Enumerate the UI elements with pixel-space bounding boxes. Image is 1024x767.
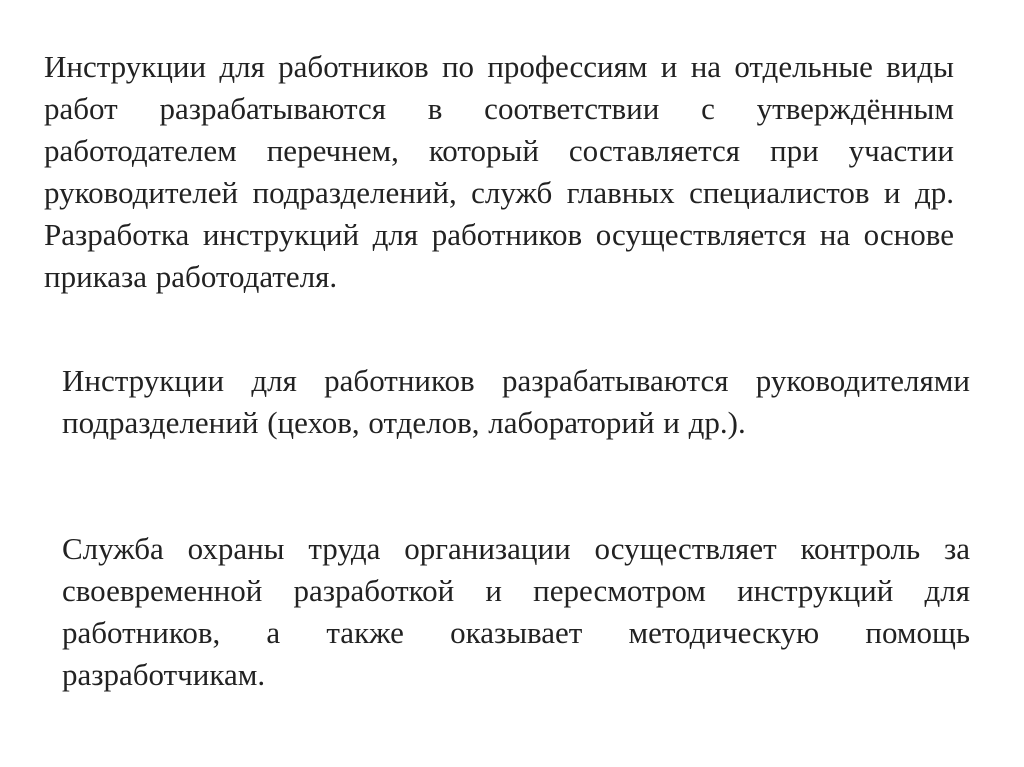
- paragraph-safety-service-control: Служба охраны труда организации осуществляет контроль за своевременной разработкой и пересмотром инструкций для работников, а также оказывает методическую помощь разработчикам.: [62, 531, 970, 692]
- paragraph-instructions-list: Инструкции для работников по профессиям и на отдельные виды работ разрабатываются в соответствии с утверждённым работодателем перечнем, который составляется при участии руководителей подразделений, служб главных специалистов и др. Разработка инструкций для работников осуществляется на основе приказа работодателя.: [44, 49, 954, 294]
- paragraph-instructions-developers: Инструкции для работников разрабатываются руководителями подразделений (цехов, отделов, лабораторий и др.).: [62, 363, 970, 440]
